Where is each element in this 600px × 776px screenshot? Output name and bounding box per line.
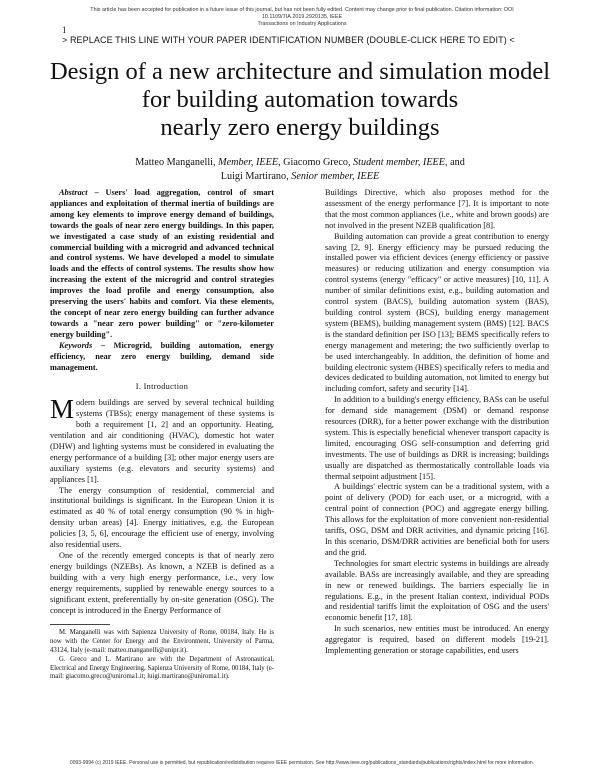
intro-paragraph-3: One of the recently emerged concepts is that of nearly zero energy buildings (NZEBs). As known, a NZEB is defined as a building with a very high energy performance, i.e., very low energy requirements, supplied by renewable energy sources to a significant extent, preferentially by on-site generation (OSG). The concept is introduced in the Energy Performance of: [50, 551, 274, 615]
footnote-2: G. Greco and L. Martirano are with the Department of Astronautical, Electrical and Energy Engineering, Sapienza University of Rome, 00184, Italy (e-mail: giacomo.greco@uniroma1.it; luigi.martirano@uniroma1.it).: [50, 656, 274, 681]
keywords-text: – Microgrid, building automation, energy efficiency, near zero energy building, demand side management.: [50, 340, 274, 372]
right-paragraph-3: In addition to a building's energy efficiency, BASs can be useful for demand side management (DSM) or demand response resources (DRR), for a better power exchange with the distribution system. This is especially beneficial whenever transport capacity is limited, encouraging OSG self-consumption and deferring grid investments. The use of buildings as DRR is increasing; buildings usually are dispatched as thermostatically controllable loads via thermal setpoint adjustment [15].: [325, 395, 549, 481]
right-paragraph-2: Building automation can provide a great contribution to energy saving [2, 9]. Energy efficiency may be pursued reducing the installed power via efficient devices (energy efficiency or passive measures) or reducing utilization and energy consumption via control systems (energy "efficacy" or active measures) [10, 11]. A number of similar definitions exist, e.g., building automation and control system (BACS), building automation system (BAS), building control system (BCS), building energy management system (BEMS), building management system (BMS) [12]. BACS is the standard definition per ISO [13]; BEMS specifically refers to energy management and metering; the two sufficiently overlap to be used interchangeably. In addition, the definition of home and building electronic system (HBES) specifically refers to media and devices dedicated to building automation, not limited to energy but including comfort, safety and security [14].: [325, 231, 549, 394]
header-line2: Transactions on Industry Applications: [257, 21, 347, 27]
header-line1: This article has been accepted for publication in a future issue of this journal, but has not been fully edited. Content may change prior to final publication. Citation information: DOI 10.1109/TIA.2019.2920135, IEEE: [90, 7, 514, 20]
drop-cap: M: [50, 394, 75, 425]
title-line3: nearly zero energy buildings: [160, 114, 440, 141]
left-column: [50, 188, 274, 683]
intro-paragraph-2: The energy consumption of residential, commercial and institutional buildings is significant. In the European Union it is estimated as 40 % of total energy consumption (90 % in high-density urban areas) [4]. Energy initiatives, e.g. the European policies [3, 5, 6], encourage the efficient use of energy, involving also residential users.: [50, 485, 274, 550]
keywords: [50, 341, 274, 374]
intro-p1-text: odern buildings are served by several technical building systems (TBSs); energy management of these systems is both a requirement [1, 2] and an opportunity. Heating, ventilation and air conditioning (HVAC), domestic hot water (DHW) and lighting systems must be considered in evaluating the energy performance of a building [3]; other major energy users are auxiliary systems (e.g. elevators and security systems) and appliances [1].: [50, 398, 274, 484]
author-name-3: Luigi Martirano,: [220, 171, 289, 182]
right-paragraph-5: Technologies for smart electric systems in buildings are already available. BASs are increasingly available, and they are spreading in new or renewed buildings. The barriers especially lie in regulations. E.g., in the present Italian context, individual PODs and residential tariffs limit the exploitation of OSG and the users' economic benefit [17, 18].: [325, 558, 549, 623]
footnote-1: M. Manganelli was with Sapienza University of Rome, 00184, Italy. He is now with the Center for Energy and the Environment, University of Parma, 43124, Italy (e-mail: matteo.manganelli@unipr.it).: [50, 629, 274, 654]
keywords-label: Keywords: [59, 340, 93, 350]
author-role-2: Student member, IEEE: [353, 157, 445, 168]
author-line1: [100, 156, 500, 170]
author-role-1: Member, IEEE: [218, 157, 279, 168]
right-paragraph-6: In such scenarios, new entities must be introduced. An energy aggregator is required, based on different models [19-21]. Implementing generation or storage capabilities, end users: [325, 624, 549, 656]
copyright-footer: 0093-9994 (c) 2019 IEEE. Personal use is permitted, but republication/redistribution requires IEEE permission. See http://www.ieee.org/publications_standards/publications/rights/index.html for more information.: [69, 760, 535, 766]
footnotes: [50, 629, 274, 682]
author-line2: [100, 170, 500, 184]
abstract-label: Abstract: [59, 188, 88, 197]
journal-header: [62, 7, 542, 28]
page-number: 1: [62, 25, 67, 35]
right-column: [325, 188, 549, 657]
author-role-3: Senior member, IEEE: [291, 171, 380, 182]
abstract-text: – Users' load aggregation, control of smart appliances and exploitation of thermal inertia of buildings are among key elements to improve energy demand of buildings, towards the goals of near zero energy buildings. In this paper, we investigated a case study of an existing residential and commercial building with a microgrid and advanced technical and control systems. We have developed a model to simulate loads and the effects of control systems. The results show how increasing the extent of the microgrid and control strategies improves the load profile and energy consumption, also preserving the users' habits and comfort. Via these elements, the concept of near zero energy building can further advance towards a "near zero power building" or "zero-kilometer energy building".: [50, 188, 274, 339]
author-list: [100, 156, 500, 184]
author-and: , and: [445, 157, 465, 168]
intro-paragraph-1: [50, 394, 274, 485]
section-heading: I. Introduction: [135, 382, 189, 392]
abstract: [50, 188, 274, 341]
title-line1: Design of a new architecture and simulation model: [49, 58, 551, 85]
author-names-2: , Giacomo Greco,: [278, 157, 351, 168]
right-paragraph-4: A buildings' electric system can be a traditional system, with a point of delivery (POD) for each user, or a microgrid, with a central point of connection (POC) and aggregate energy billing. This allows for the exploitation of more convenient non-residential tariffs, OSG, DSM and DRR activities, and dynamic pricing [16]. In this scenario, DSM/DRR activities are beneficial both for users and the grid.: [325, 482, 549, 557]
title-line2: for building automation towards: [141, 86, 459, 113]
author-names-1: Matteo Manganelli,: [135, 157, 216, 168]
right-paragraph-1: Buildings Directive, which also proposes method for the assessment of the energy performance [7]. It is important to note that the most common appliances (i.e., white and brown goods) are not involved in the present NZEB qualification [8].: [325, 188, 549, 230]
paper-title: [40, 58, 560, 142]
paper-id-placeholder[interactable]: > REPLACE THIS LINE WITH YOUR PAPER IDENTIFICATION NUMBER (DOUBLE-CLICK HERE TO EDIT) <: [62, 35, 515, 45]
footnote-rule: [50, 624, 110, 625]
